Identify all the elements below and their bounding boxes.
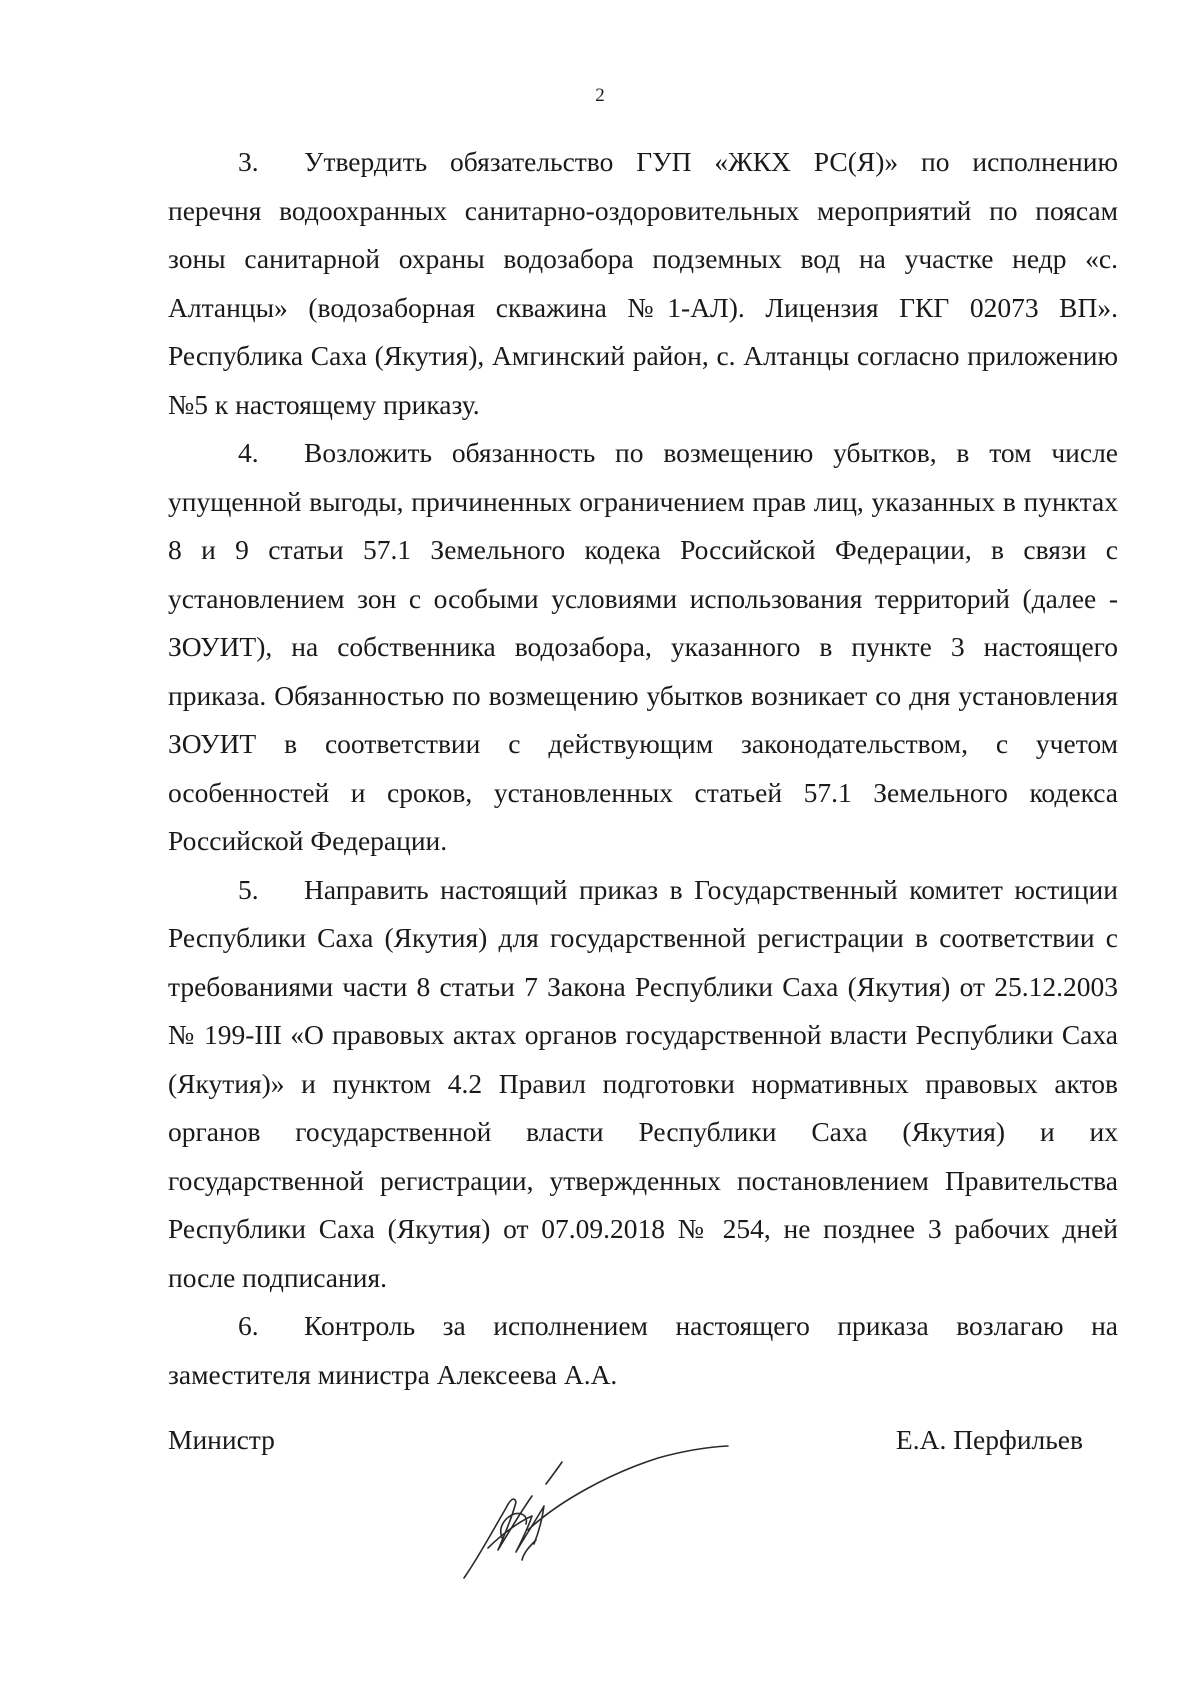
page-number: 2 [595, 85, 605, 106]
paragraph-text: Контроль за исполнением настоящего приказа возлагаю на заместителя министра Алексеева А.А. [168, 1310, 1118, 1390]
signatory-name: Е.А. Перфильев [895, 1424, 1083, 1455]
paragraph-number: 6. [238, 1310, 259, 1341]
paragraph-text: Направить настоящий приказ в Государственный комитет юстиции Республики Саха (Якутия) для государственной регистрации в соответствии с требованиями части 8 статьи 7 Закона Республики Саха (Якутия) от 25.12.2003 № 199-III «О правовых актах органов государственной власти Республики Саха (Якутия)» и пунктом 4.2 Правил подготовки нормативных правовых актов органов государственной власти Республики Саха (Якутия) и их государственной регистрации, утвержденных постановлением Правительства Республики Саха (Якутия) от 07.09.2018 № 254, не позднее 3 рабочих дней после подписания. [168, 873, 1118, 1293]
document-body [168, 138, 1118, 1399]
handwritten-signature [458, 1440, 748, 1590]
paragraph-text: Утвердить обязательство ГУП «ЖКХ РС(Я)» по исполнению перечня водоохранных санитарно-оздоровительных мероприятий по поясам зоны санитарной охраны водозабора подземных вод на участке недр «с. Алтанцы» (водозаборная скважина №1-АЛ). Лицензия ГКГ 02073 ВП». Республика Саха (Якутия), Амгинский район, с. Алтанцы согласно приложению №5 к настоящему приказу. [168, 146, 1118, 420]
paragraph-number: 3. [238, 146, 259, 177]
paragraph-3 [168, 138, 1118, 429]
paragraph-text: Возложить обязанность по возмещению убытков, в том числе упущенной выгоды, причиненных ограничением прав лиц, указанных в пунктах 8 и 9 статьи 57.1 Земельного кодека Российской Федерации, в связи с установлением зон с особыми условиями использования территорий (далее - ЗОУИТ), на собственника водозабора, указанного в пункте 3 настоящего приказа. Обязанностью по возмещению убытков возникает со дня установления ЗОУИТ в соответствии с действующим законодательством, с учетом особенностей и сроков, установленных статьей 57.1 Земельного кодекса Российской Федерации. [168, 437, 1118, 856]
paragraph-4 [168, 429, 1118, 866]
paragraph-5 [168, 866, 1118, 1303]
paragraph-number: 4. [238, 437, 259, 468]
paragraph-6 [168, 1302, 1118, 1399]
signatory-title: Министр [168, 1424, 275, 1455]
paragraph-number: 5. [238, 873, 259, 905]
